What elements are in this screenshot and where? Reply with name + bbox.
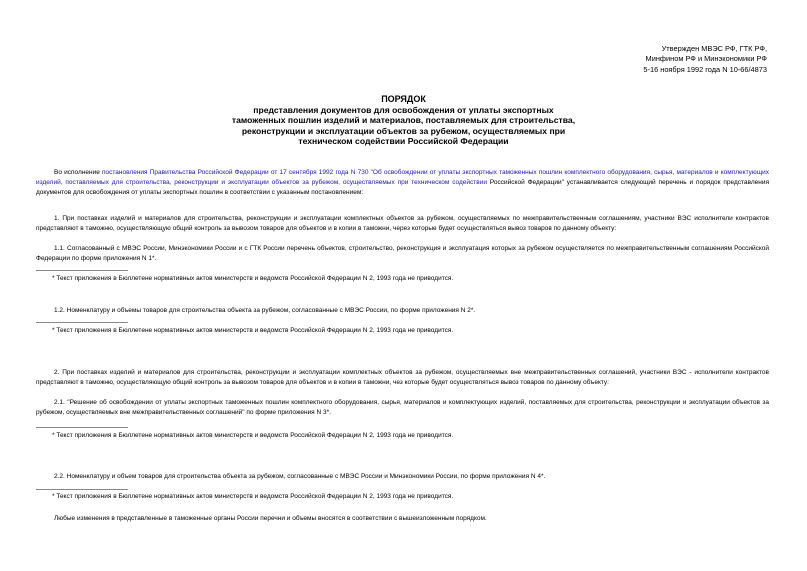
paragraph-2-2: 2.2. Номенклатуру и объем товаров для строительства объекта за рубежом, согласованные с МВЭС России и Минэкономики России, по форме приложения N 4*.	[54, 473, 546, 480]
approval-line-2: Минфином РФ и Минэкономики РФ	[645, 54, 767, 64]
document-title	[0, 94, 807, 147]
paragraph-2: 2. При поставках изделий и материалов для строительства, реконструкции и эксплуатации комплектных объектов за рубежом, осуществляемых вне межправительственных соглашений, участники ВЭС - исполнители контрактов представляют в таможню, осуществляющую общий контроль за вывозом товаров для объектов и в копии в таможни, чез которые будет осуществляться вывоз товаров по данному объекту:	[36, 369, 769, 387]
approval-line-1: Утвержден МВЭС РФ, ГТК РФ,	[661, 44, 767, 53]
intro-paragraph	[36, 168, 769, 199]
title-line-1: представления документов для освобождения от уплаты экспортных	[253, 104, 554, 115]
intro-prefix: Во исполнение	[54, 169, 103, 176]
title-main: ПОРЯДОК	[381, 94, 426, 104]
footnote-4: * Текст приложения в Бюллетене нормативных актов министерств и ведомств Российской Федерации N 2, 1993 года не приводится.	[52, 493, 454, 500]
title-line-4: техническом содействии Российской Федерации	[298, 136, 509, 147]
footnote-2: * Текст приложения в Бюллетене нормативных актов министерств и ведомств Российской Федерации N 2, 1993 года не приводится.	[52, 327, 454, 334]
intro-suffix: Российской Федерации" устанавливается следующий перечень и порядок представления документов для освобождения от уплаты экспортных пошлин в соответствии с указанным постановлением:	[36, 179, 770, 197]
resolution-link[interactable]: постановления Правительства Российской Федерации от 17 сентября 1992 года N 730 "Об освобождении от уплаты экспортных таможенных пошлин комплектного оборудования, сырья, материалов и комплектующих изделий, поставляемых для строительства, реконструкции и эксплуатации объектов за рубежом, осуществляемых при техническом содействии	[36, 169, 769, 187]
approval-stamp	[643, 44, 767, 75]
footnote-divider	[36, 270, 128, 271]
paragraph-1: 1. При поставках изделий и материалов для строительства, реконструкции и эксплуатации комплектных объектов за рубежом, осуществляемых по межправительственным соглашениям, участники ВЭС исполнители контрактов представляют в таможню, осуществляющую общий контроль за вывозом товаров для объектов и в копии в таможни, через которые будет осуществляться вывоз товаров по данному объекту:	[36, 215, 769, 233]
footnote-3: * Текст приложения в Бюллетене нормативных актов министерств и ведомств Российской Федерации N 2, 1993 года не приводится.	[52, 432, 454, 439]
title-line-3: реконструкции и эксплуатации объектов за рубежом, осуществляемых при	[241, 125, 566, 136]
footnote-1: * Текст приложения в Бюллетене нормативных актов министерств и ведомств Российской Федерации N 2, 1993 года не приводится.	[52, 275, 454, 282]
paragraph-1-1: 1.1. Согласованный с МВЭС России, Минэкономики России и с ГТК России перечень объектов, строительство, реконструкция и эксплуатация которых за рубежом осуществляется по межправительственным соглашениям Российской Федерации по форме приложения N 1*.	[36, 245, 769, 263]
approval-line-3: 5-16 ноября 1992 года N 10-66/4873	[643, 64, 767, 74]
title-line-2: таможенных пошлин изделий и материалов, поставляемых для строительства,	[231, 115, 576, 126]
footnote-divider	[36, 322, 128, 323]
final-paragraph: Любые изменения в представленные в таможенные органы России перечни и объемы вносятся в соответствии с вышеизложенным порядком.	[54, 515, 487, 522]
paragraph-2-1: 2.1. "Решение об освобождении от уплаты экспортных таможенных пошлин комплектного оборудования, сырья, материалов и комплектующих изделий, поставляемых для строительства, реконструкции и эксплуатации объектов за рубежом, осуществляемых вне межправительственных соглашений" по форме приложения N 3*.	[36, 399, 769, 417]
footnote-divider	[36, 427, 128, 428]
footnote-divider	[36, 489, 128, 490]
paragraph-1-2: 1.2. Номенклатуру и объемы товаров для строительства объекта за рубежом, согласованные с МВЭС России, по форме приложения N 2*.	[54, 307, 476, 314]
